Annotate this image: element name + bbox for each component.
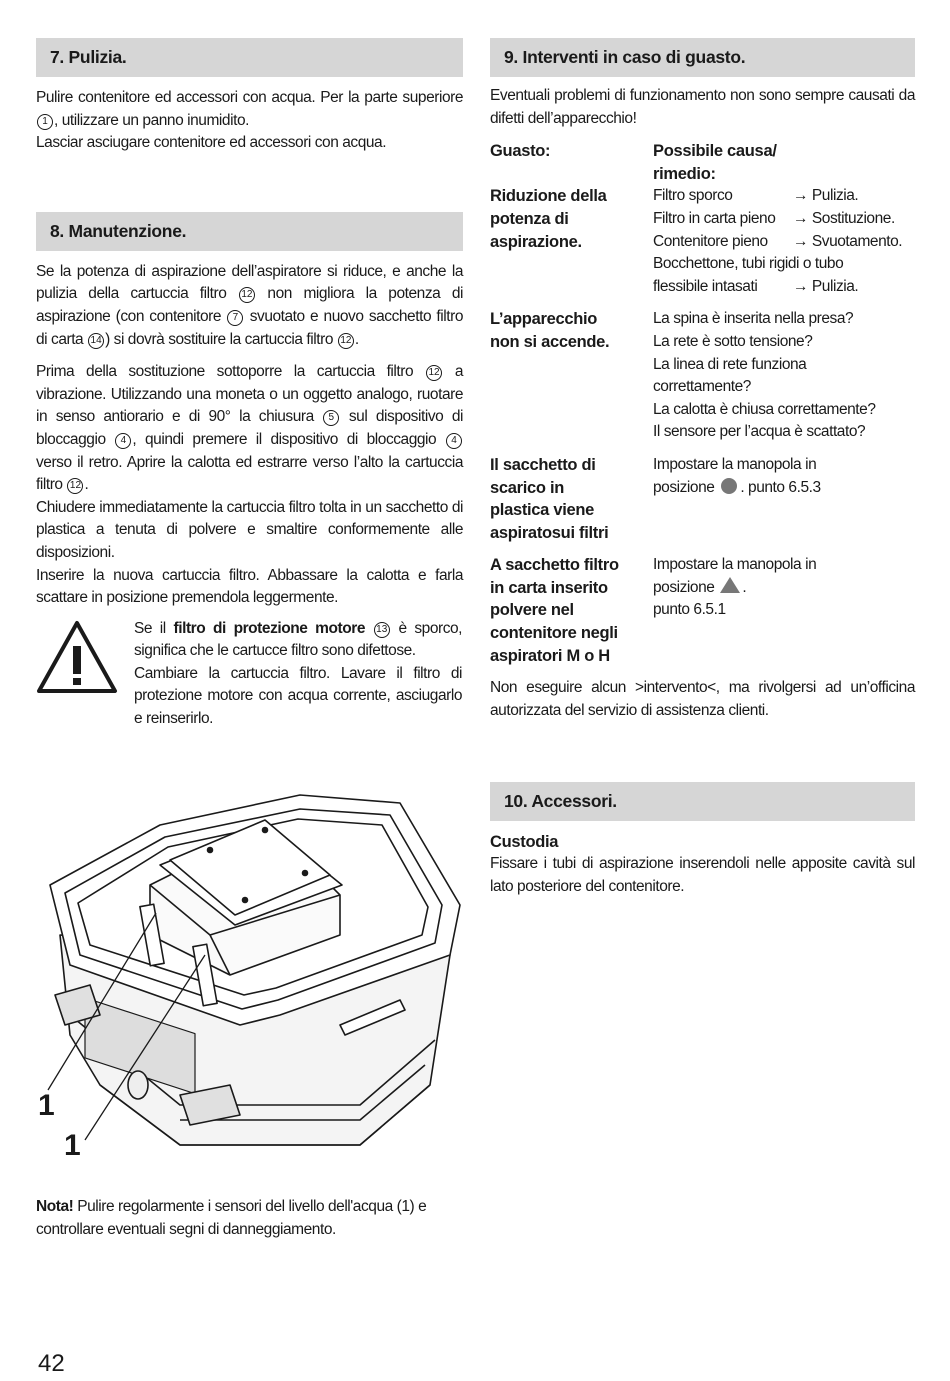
section-8-heading: 8. Manutenzione.: [36, 212, 463, 251]
sensor-label-2: 1: [64, 1129, 81, 1162]
troubleshooting-table: [490, 140, 915, 667]
warning-icon: [36, 620, 118, 694]
column-header-cause: Possibile causa/ rimedio:: [653, 142, 777, 183]
ref-number: 1: [37, 114, 53, 130]
table-row: A sacchetto filtro in carta inserito polvere nel contenitore negli aspiratori M o H Impostare la manopola in posizione . punto 6.5.1: [490, 556, 817, 665]
note-label: Nota!: [36, 1198, 74, 1215]
triangle-position-icon: [720, 577, 740, 593]
section-10-subheading: Custodia: [490, 833, 559, 852]
right-column: [490, 38, 915, 899]
table-row: Riduzione della potenza di aspirazione. Filtro sporco → Pulizia. Filtro in carta pieno → Sostituzione. Contenitore pieno → Svuotamento. Bocchettone, tubi rigidi o tubo flessibile intasati → Pulizia.: [490, 187, 903, 295]
section-7-heading: 7. Pulizia.: [36, 38, 463, 77]
table-row: L’apparecchio non si accende. La spina è inserita nella presa? La rete è sotto tensione? La linea di rete funziona correttamente? La calotta è chiusa correttamente? Il sensore per l’acqua è scattato?: [490, 310, 876, 441]
note-text: Pulire regolarmente i sensori del livello dell'acqua (1) e controllare eventuali segni di danneggiamento.: [36, 1198, 427, 1238]
section-10-text: Fissare i tubi di aspirazione inserendoli nelle apposite cavità sul lato posteriore del contenitore.: [490, 855, 915, 896]
section-8-paragraph-1: Se la potenza di aspirazione dell’aspiratore si riduce, e anche la pulizia della cartuccia filtro 12 non migliora la potenza di aspirazione (con contenitore 7 svuotato e nuovo sacchetto filtro di carta 14 ) si dovrà sostituire la cartuccia filtro 12 .: [36, 262, 464, 348]
section-9-heading: 9. Interventi in caso di guasto.: [490, 38, 915, 77]
left-column: [36, 38, 463, 758]
section-9-outro: Non eseguire alcun >intervento<, ma rivolgersi ad un’officina autorizzata del servizio di assistenza clienti.: [490, 679, 915, 719]
circle-position-icon: [721, 478, 737, 494]
column-header-fault: Guasto:: [490, 142, 551, 161]
section-8-paragraph-3: Chiudere immediatamente la cartuccia filtro tolta in un sacchetto di plastica a tenuta di polvere e smaltire conformemente alle disposizioni.: [36, 498, 463, 561]
section-8-paragraph-4: Inserire la nuova cartuccia filtro. Abbassare la calotta e farla scattare in posizione premendola leggermente.: [36, 566, 463, 607]
section-7-paragraph-1: Pulire contenitore ed accessori con acqua. Per la parte superiore 1 , utilizzare un panno inumidito.: [36, 89, 463, 129]
section-7-paragraph-2: Lasciar asciugare contenitore ed accessori con acqua.: [36, 134, 387, 152]
section-9-intro: Eventuali problemi di funzionamento non sono sempre causati da difetti dell’apparecchio!: [490, 87, 915, 127]
section-8-paragraph-2: Prima della sostituzione sottoporre la cartuccia filtro 12 a vibrazione. Utilizzando una moneta o un oggetto analogo, ruotare in senso antiorario e di 90° la chiusura 5 sul dispositivo di bloccaggio 4 , quindi premere il dispositivo di bloccaggio 4 verso il retro. Aprire la calotta ed estrarre verso l’alto la cartuccia filtro 12 .: [36, 363, 464, 494]
note: [36, 1196, 463, 1241]
section-10-heading: 10. Accessori.: [490, 782, 915, 821]
vacuum-container-illustration: [30, 785, 470, 1170]
page-number: 42: [38, 1350, 65, 1377]
warning-block: [36, 618, 463, 758]
warning-text: Se il filtro di protezione motore 13 è sporco, significa che le cartucce filtro sono difettose. Cambiare la cartuccia filtro. Lavare il filtro di protezione motore con acqua corrente, asciugarlo e reinserirlo.: [134, 619, 463, 728]
table-row: Il sacchetto di scarico in plastica viene aspiratosui filtri Impostare la manopola in posizione . punto 6.5.3: [490, 455, 821, 542]
sensor-label-1: 1: [38, 1089, 55, 1122]
